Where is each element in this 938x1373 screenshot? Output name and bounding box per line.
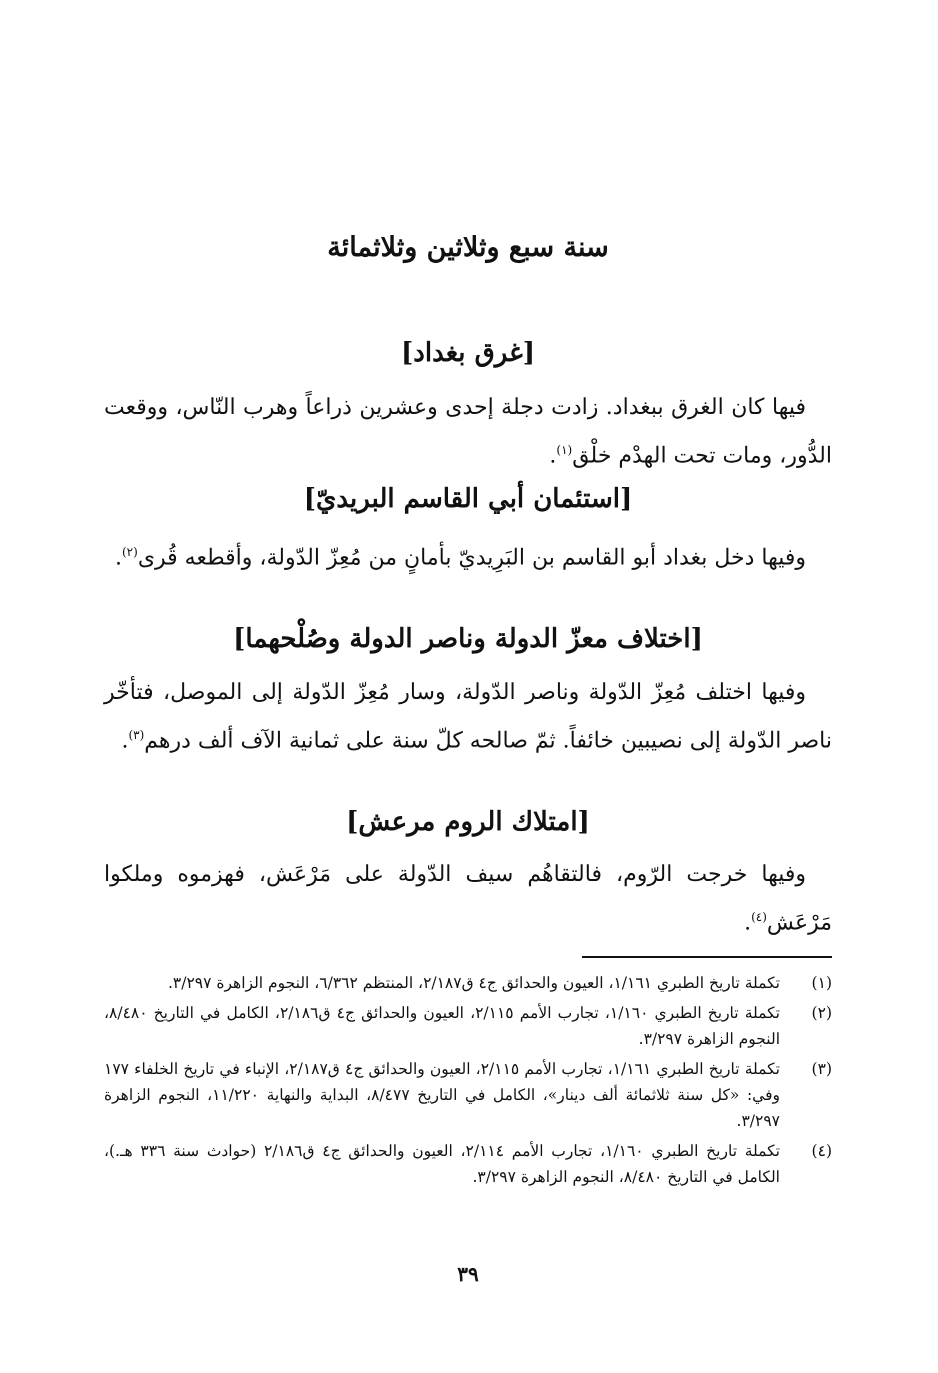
- paragraph-end: .: [121, 728, 129, 754]
- footnote-marker: (١): [556, 443, 573, 457]
- section-text-marash: [104, 853, 832, 944]
- footnote-number: (٤): [811, 1142, 832, 1160]
- paragraph-text: وفيها دخل بغداد أبو القاسم بن البَرِيديّ بأمانٍ من مُعِزّ الدّولة، وأقطعه قُرى: [137, 545, 806, 571]
- paragraph-text: فيها كان الغرق ببغداد. زادت دجلة إحدى وعشرين ذراعاً وهرب النّاس، ووقعت الدُّور، ومات تحت الهدْم خلْق: [104, 395, 832, 469]
- section-text-dispute-and-truce: [104, 671, 832, 762]
- section-text-barid-amnesty: [104, 531, 832, 579]
- book-page: [104, 0, 832, 1373]
- footnote-text: تكملة تاريخ الطبري ١/١٦١، تجارب الأمم ٢/١١٥، العيون والحدائق ج٤ ق٢/١٨٧، الإنباء في تاريخ الخلفاء ١٧٧ وفي: «كل سنة ثلاثمائة ألف دينار»، الكامل في التاريخ ٨/٤٧٧، البداية والنهاية ١١/٢٢٠، النجوم الزاهرة ٣/٢٩٧.: [104, 1060, 781, 1130]
- footnote-separator: [582, 956, 832, 958]
- footnote-marker: (٢): [121, 545, 138, 559]
- section-heading-dispute-and-truce: [اختلاف معزّ الدولة وناصر الدولة وصُلْحهما]: [233, 624, 703, 654]
- page-number: ٣٩: [457, 1262, 479, 1286]
- footnote-number: (١): [811, 974, 832, 992]
- footnote-text: تكملة تاريخ الطبري ١/١٦٠، تجارب الأمم ٢/١١٤، العيون والحدائق ج٤ ق٢/١٨٦ (حوادث سنة ٣٣٦ هـ.)، الكامل في التاريخ ٨/٤٨٠، النجوم الزاهرة ٣/٢٩٧.: [104, 1142, 780, 1186]
- footnote-number: (٣): [811, 1060, 832, 1078]
- footnote: [104, 1000, 832, 1052]
- footnote: [104, 1056, 832, 1134]
- section-heading-marash: [امتلاك الروم مرعش]: [346, 807, 590, 837]
- paragraph-text: وفيها اختلف مُعِزّ الدّولة وناصر الدّولة، وسار مُعِزّ الدّولة إلى الموصل، فتأخّر ناصر الدّولة إلى نصيبين خائفاً. ثمّ صالحه كلّ سنة على ثمانية الآف ألف درهم: [104, 680, 832, 754]
- year-title: سنة سبع وثلاثين وثلاثمائة: [327, 232, 609, 263]
- footnote-marker: (٤): [751, 910, 767, 924]
- paragraph-end: .: [114, 545, 122, 571]
- section-text-baghdad-flood: [104, 386, 832, 477]
- footnote-text: تكملة تاريخ الطبري ١/١٦١، العيون والحدائق ج٤ ق٢/١٨٧، المنتظم ٦/٣٦٢، النجوم الزاهرة ٣/٢٩٧.: [167, 974, 780, 992]
- footnote: [104, 970, 832, 996]
- footnote-text: تكملة تاريخ الطبري ١/١٦٠، تجارب الأمم ٢/١١٥، العيون والحدائق ج٤ ق٢/١٨٦، الكامل في التاريخ ٨/٤٨٠، النجوم الزاهرة ٣/٢٩٧.: [104, 1004, 780, 1048]
- footnote: [104, 1138, 832, 1190]
- footnote-number: (٢): [811, 1004, 832, 1022]
- paragraph-text: وفيها خرجت الرّوم، فالتقاهُم سيف الدّولة على مَرْعَش، فهزموه وملكوا مَرْعَش: [104, 862, 832, 936]
- footnote-marker: (٣): [128, 728, 145, 742]
- section-heading-baghdad-flood: [غرق بغداد]: [401, 338, 535, 368]
- footnotes: [104, 970, 832, 1194]
- paragraph-end: .: [744, 910, 752, 936]
- paragraph-end: .: [549, 443, 557, 469]
- section-heading-barid-amnesty: [استئمان أبي القاسم البريديّ]: [303, 484, 633, 514]
